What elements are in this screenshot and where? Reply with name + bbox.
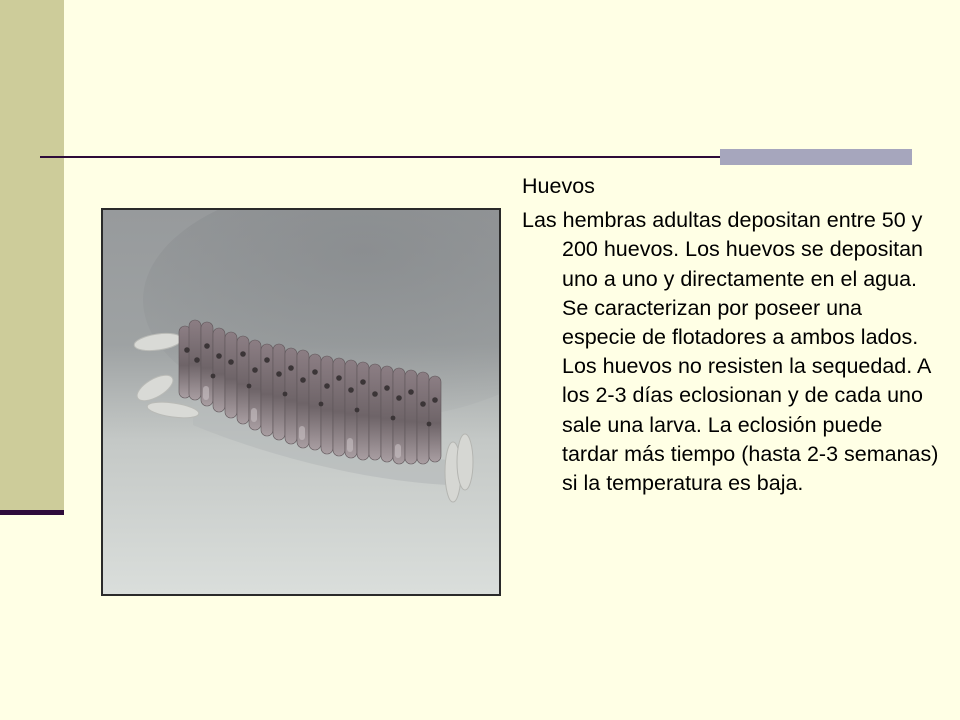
left-decor-bar [0,0,64,510]
text-content [522,172,942,498]
title-rule-accent [720,149,912,165]
egg-photo [101,208,501,596]
slide-body-text: Las hembras adultas depositan entre 50 y 200 huevos. Los huevos se depositan uno a uno y directamente en el agua. Se caracterizan por poseer una especie de flotadores a ambos lados. Los huevos no resisten la sequedad. A los 2-3 días eclosionan y de cada uno sale una larva. La eclosión puede tardar más tiempo (hasta 2-3 semanas) si la temperatura es baja. [522,208,939,496]
left-decor-underline [0,510,64,515]
mosquito-egg-raft-photo-icon [103,210,499,594]
slide-title: Huevos [522,174,595,198]
